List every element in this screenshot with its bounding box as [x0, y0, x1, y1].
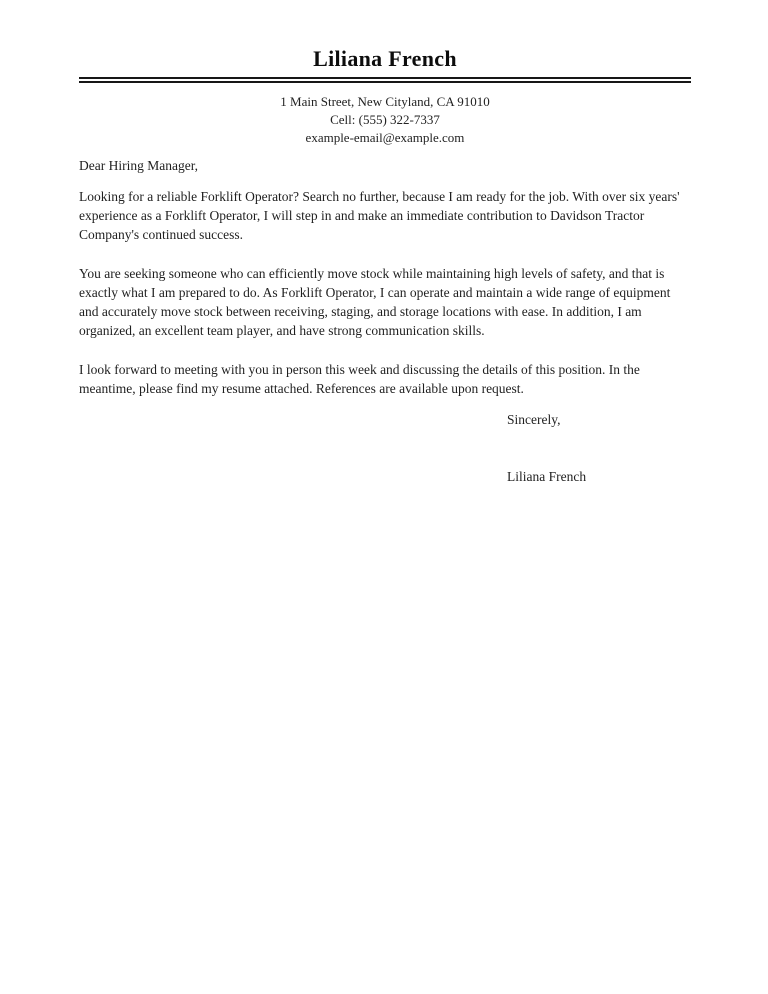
body-paragraph-3: I look forward to meeting with you in person this week and discussing the details of this position. In the meantime, please find my resume attached. References are available upon request.	[79, 362, 640, 396]
contact-email: example-email@example.com	[305, 130, 465, 145]
applicant-name-title: Liliana French	[313, 46, 457, 71]
letter-body	[79, 156, 691, 486]
body-paragraph-2: You are seeking someone who can efficiently move stock while maintaining high levels of safety, and that is exactly what I am prepared to do. As Forklift Operator, I can operate and maintain a wide range of equipment and accurately move stock between receiving, staging, and storage locations with ease. In addition, I am organized, an excellent team player, and have strong communication skills.	[79, 266, 671, 338]
contact-info	[79, 93, 691, 147]
contact-address: 1 Main Street, New Cityland, CA 91010	[280, 94, 490, 109]
closing-salutation: Sincerely,	[507, 412, 561, 427]
contact-phone: Cell: (555) 322-7337	[330, 112, 440, 127]
salutation: Dear Hiring Manager,	[79, 158, 199, 173]
body-paragraph-1: Looking for a reliable Forklift Operator? Search no further, because I am ready for the job. With over six years' experience as a Forklift Operator, I will step in and make an immediate contribution to Davidson Tractor Company's continued success.	[79, 189, 680, 242]
signature-block	[507, 410, 691, 486]
letter-header	[79, 46, 691, 147]
header-divider-rule	[79, 77, 691, 83]
signature-name: Liliana French	[507, 469, 587, 484]
